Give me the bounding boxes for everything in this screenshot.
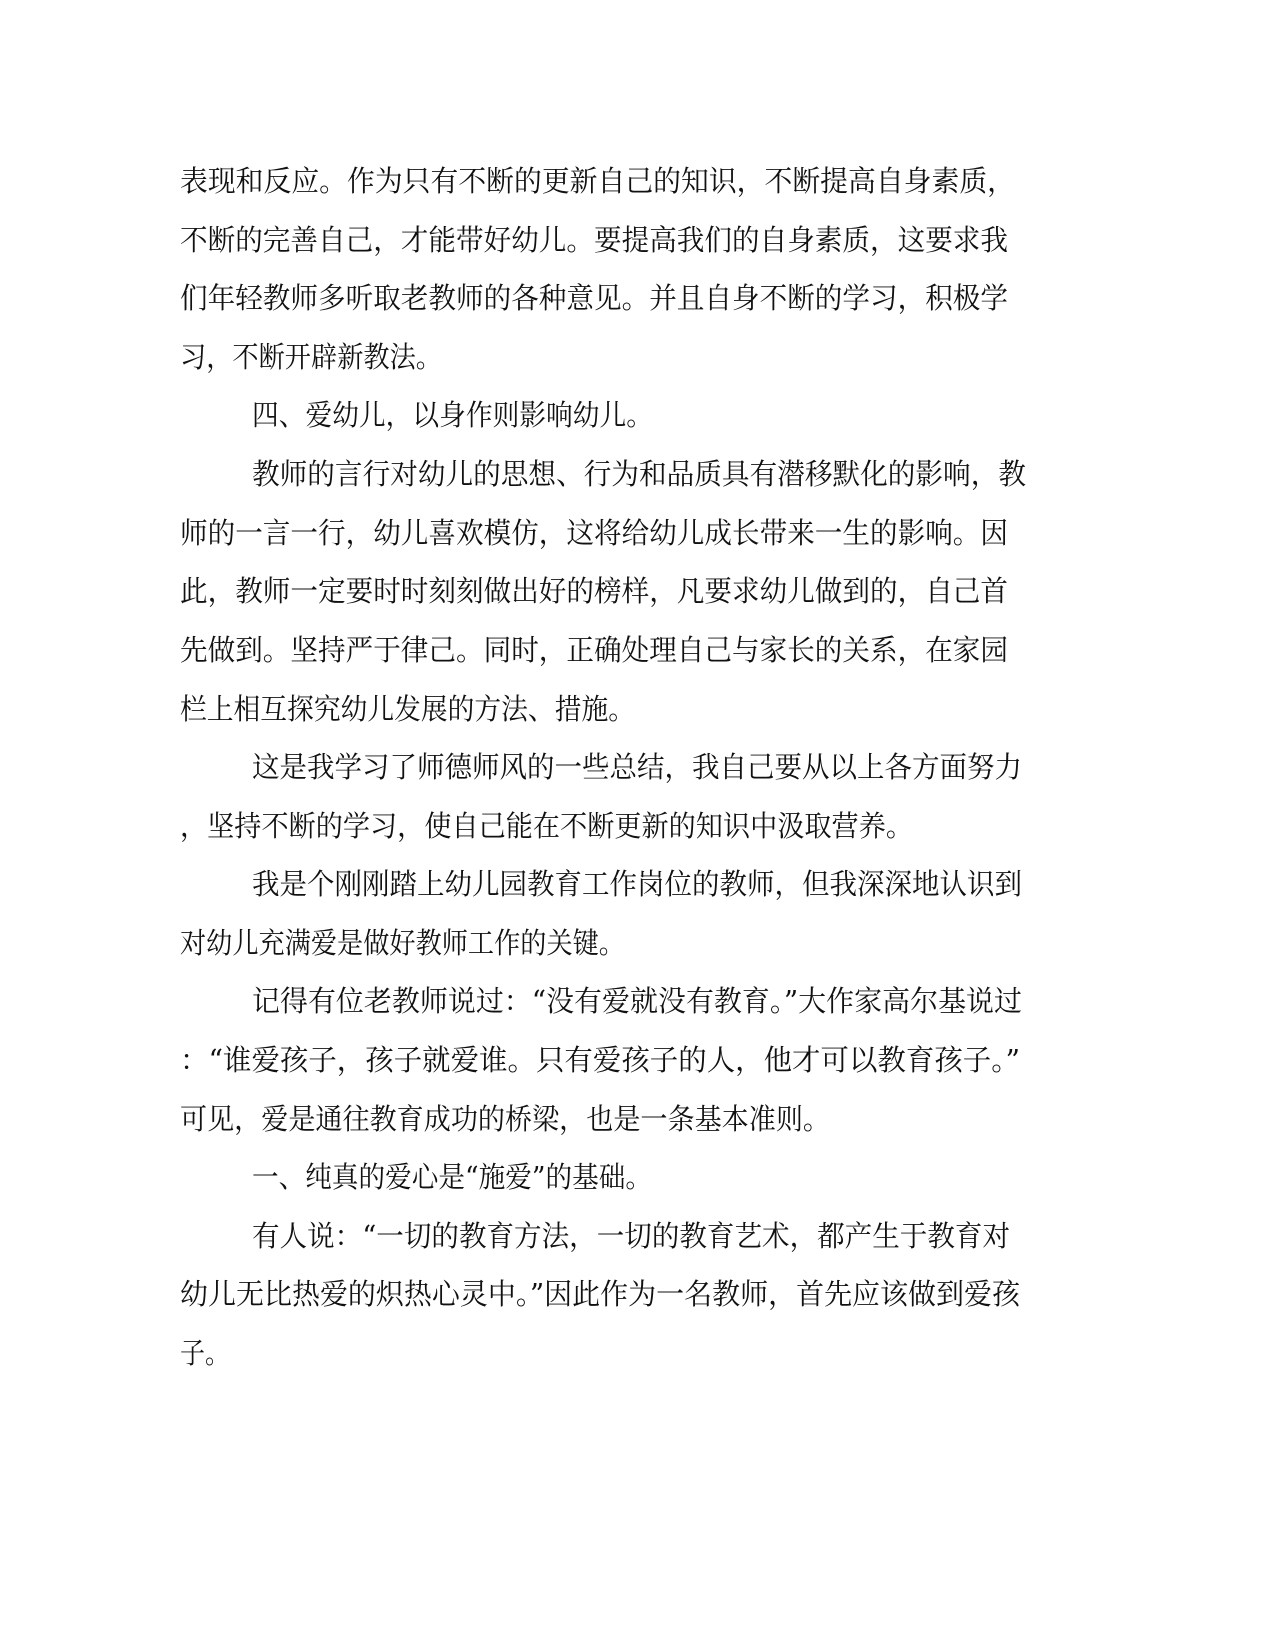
text-line bbox=[0, 450, 1275, 498]
line-text: ，坚持不断的学习，使自己能在不断更新的知识中汲取营养。 bbox=[180, 809, 913, 843]
text-line bbox=[0, 509, 1275, 557]
line-text: 习，不断开辟新教法。 bbox=[180, 340, 442, 374]
text-line bbox=[0, 157, 1275, 205]
text-line bbox=[0, 274, 1275, 322]
line-text: 栏上相互探究幼儿发展的方法、措施。 bbox=[180, 692, 635, 726]
text-line bbox=[0, 860, 1275, 908]
line-text: 可见，爱是通往教育成功的桥梁，也是一条基本准则。 bbox=[180, 1102, 830, 1136]
text-line bbox=[0, 919, 1275, 967]
text-line bbox=[0, 1036, 1275, 1084]
text-line bbox=[0, 685, 1275, 733]
text-line bbox=[0, 567, 1275, 615]
line-text: 先做到。坚持严于律己。同时，正确处理自己与家长的关系，在家园 bbox=[180, 633, 1008, 667]
text-line bbox=[0, 977, 1275, 1025]
text-line bbox=[0, 743, 1275, 791]
line-text: 子。 bbox=[180, 1336, 230, 1370]
line-text: 对幼儿充满爱是做好教师工作的关键。 bbox=[180, 926, 625, 960]
line-text: 有人说：“一切的教育方法，一切的教育艺术，都产生于教育对 bbox=[252, 1219, 1010, 1253]
line-text: 记得有位老教师说过：“没有爱就没有教育。”大作家高尔基说过 bbox=[252, 984, 1022, 1018]
line-text: 我是个刚刚踏上幼儿园教育工作岗位的教师，但我深深地认识到 bbox=[252, 867, 1022, 901]
line-text: 幼儿无比热爱的炽热心灵中。”因此作为一名教师，首先应该做到爱孩 bbox=[180, 1277, 1020, 1311]
line-text: 一、纯真的爱心是“施爱”的基础。 bbox=[252, 1160, 652, 1194]
section-heading bbox=[0, 1153, 1275, 1201]
line-text: 不断的完善自己，才能带好幼儿。要提高我们的自身素质，这要求我 bbox=[180, 223, 1008, 257]
section-heading bbox=[0, 391, 1275, 439]
text-line bbox=[0, 333, 1275, 381]
text-line bbox=[0, 216, 1275, 264]
line-text: 教师的言行对幼儿的思想、行为和品质具有潜移默化的影响，教 bbox=[252, 457, 1026, 491]
text-line bbox=[0, 1095, 1275, 1143]
text-line bbox=[0, 1329, 1275, 1377]
line-text: 表现和反应。作为只有不断的更新自己的知识，不断提高自身素质， bbox=[180, 164, 1015, 198]
line-text: 这是我学习了师德师风的一些总结，我自己要从以上各方面努力 bbox=[252, 750, 1022, 784]
text-line bbox=[0, 626, 1275, 674]
line-text: ：“谁爱孩子，孩子就爱谁。只有爱孩子的人，他才可以教育孩子。” bbox=[180, 1043, 1020, 1077]
text-line bbox=[0, 802, 1275, 850]
line-text: 师的一言一行，幼儿喜欢模仿，这将给幼儿成长带来一生的影响。因 bbox=[180, 516, 1008, 550]
line-text: 们年轻教师多听取老教师的各种意见。并且自身不断的学习，积极学 bbox=[180, 281, 1008, 315]
text-line bbox=[0, 1212, 1275, 1260]
text-line bbox=[0, 1270, 1275, 1318]
line-text: 此，教师一定要时时刻刻做出好的榜样，凡要求幼儿做到的，自己首 bbox=[180, 574, 1008, 608]
line-text: 四、爱幼儿，以身作则影响幼儿。 bbox=[252, 398, 653, 432]
